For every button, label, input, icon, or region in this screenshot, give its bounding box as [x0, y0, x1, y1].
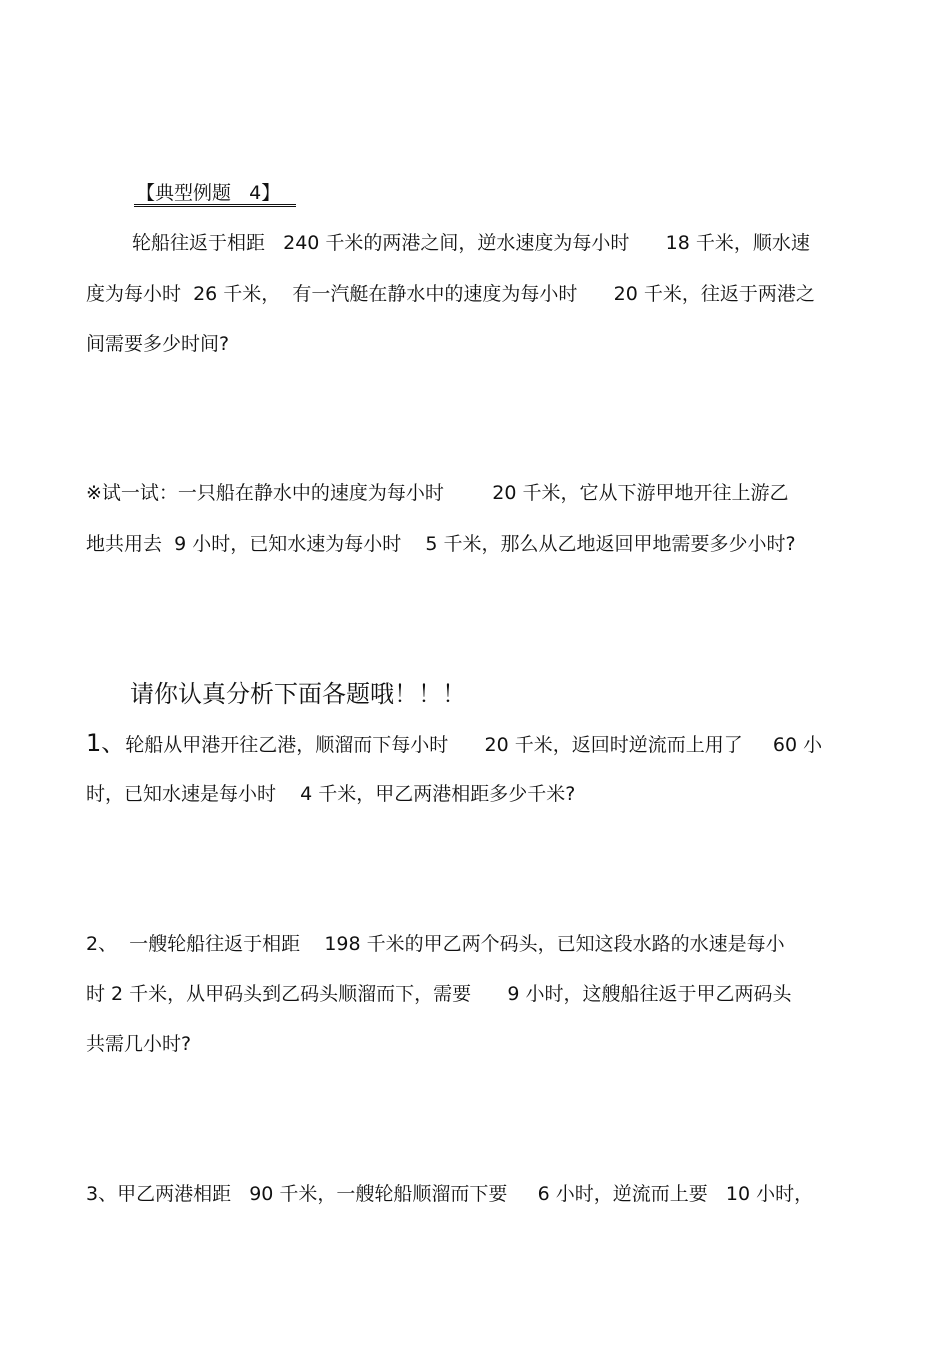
question-2-line-3: 共需几小时?: [86, 1033, 192, 1055]
example-line-3: 间需要多少时间?: [86, 333, 230, 355]
try-it-line-1: ※试一试：一只船在静水中的速度为每小时 20 千米，它从下游甲地开往上游乙: [86, 482, 789, 504]
question-1-number: 1、: [86, 729, 126, 757]
question-2-line-1: 2、 一艘轮船往返于相距 198 千米的甲乙两个码头，已知这段水路的水速是每小: [86, 933, 785, 955]
example-line-1: 轮船往返于相距 240 千米的两港之间，逆水速度为每小时 18 千米，顺水速: [132, 232, 810, 254]
example-line-2: 度为每小时 26 千米， 有一汽艇在静水中的速度为每小时 20 千米，往返于两港之: [86, 283, 815, 305]
question-2-line-2: 时 2 千米，从甲码头到乙码头顺溜而下，需要 9 小时，这艘船往返于甲乙两码头: [86, 983, 792, 1005]
exercises-title: 请你认真分析下面各题哦！！！: [130, 680, 466, 708]
question-1-text: 轮船从甲港开往乙港，顺溜而下每小时 20 千米，返回时逆流而上用了 60 小: [125, 734, 823, 756]
question-1-line-1: [86, 731, 822, 757]
question-1-line-2: 时，已知水速是每小时 4 千米，甲乙两港相距多少千米?: [86, 783, 576, 805]
question-3-line-1: 3、甲乙两港相距 90 千米，一艘轮船顺溜而下要 6 小时，逆流而上要 10 小时，: [86, 1183, 814, 1205]
example-heading: 【典型例题 4】: [136, 182, 281, 204]
heading-underline: [134, 204, 296, 207]
try-it-line-2: 地共用去 9 小时，已知水速为每小时 5 千米，那么从乙地返回甲地需要多少小时?: [86, 533, 796, 555]
